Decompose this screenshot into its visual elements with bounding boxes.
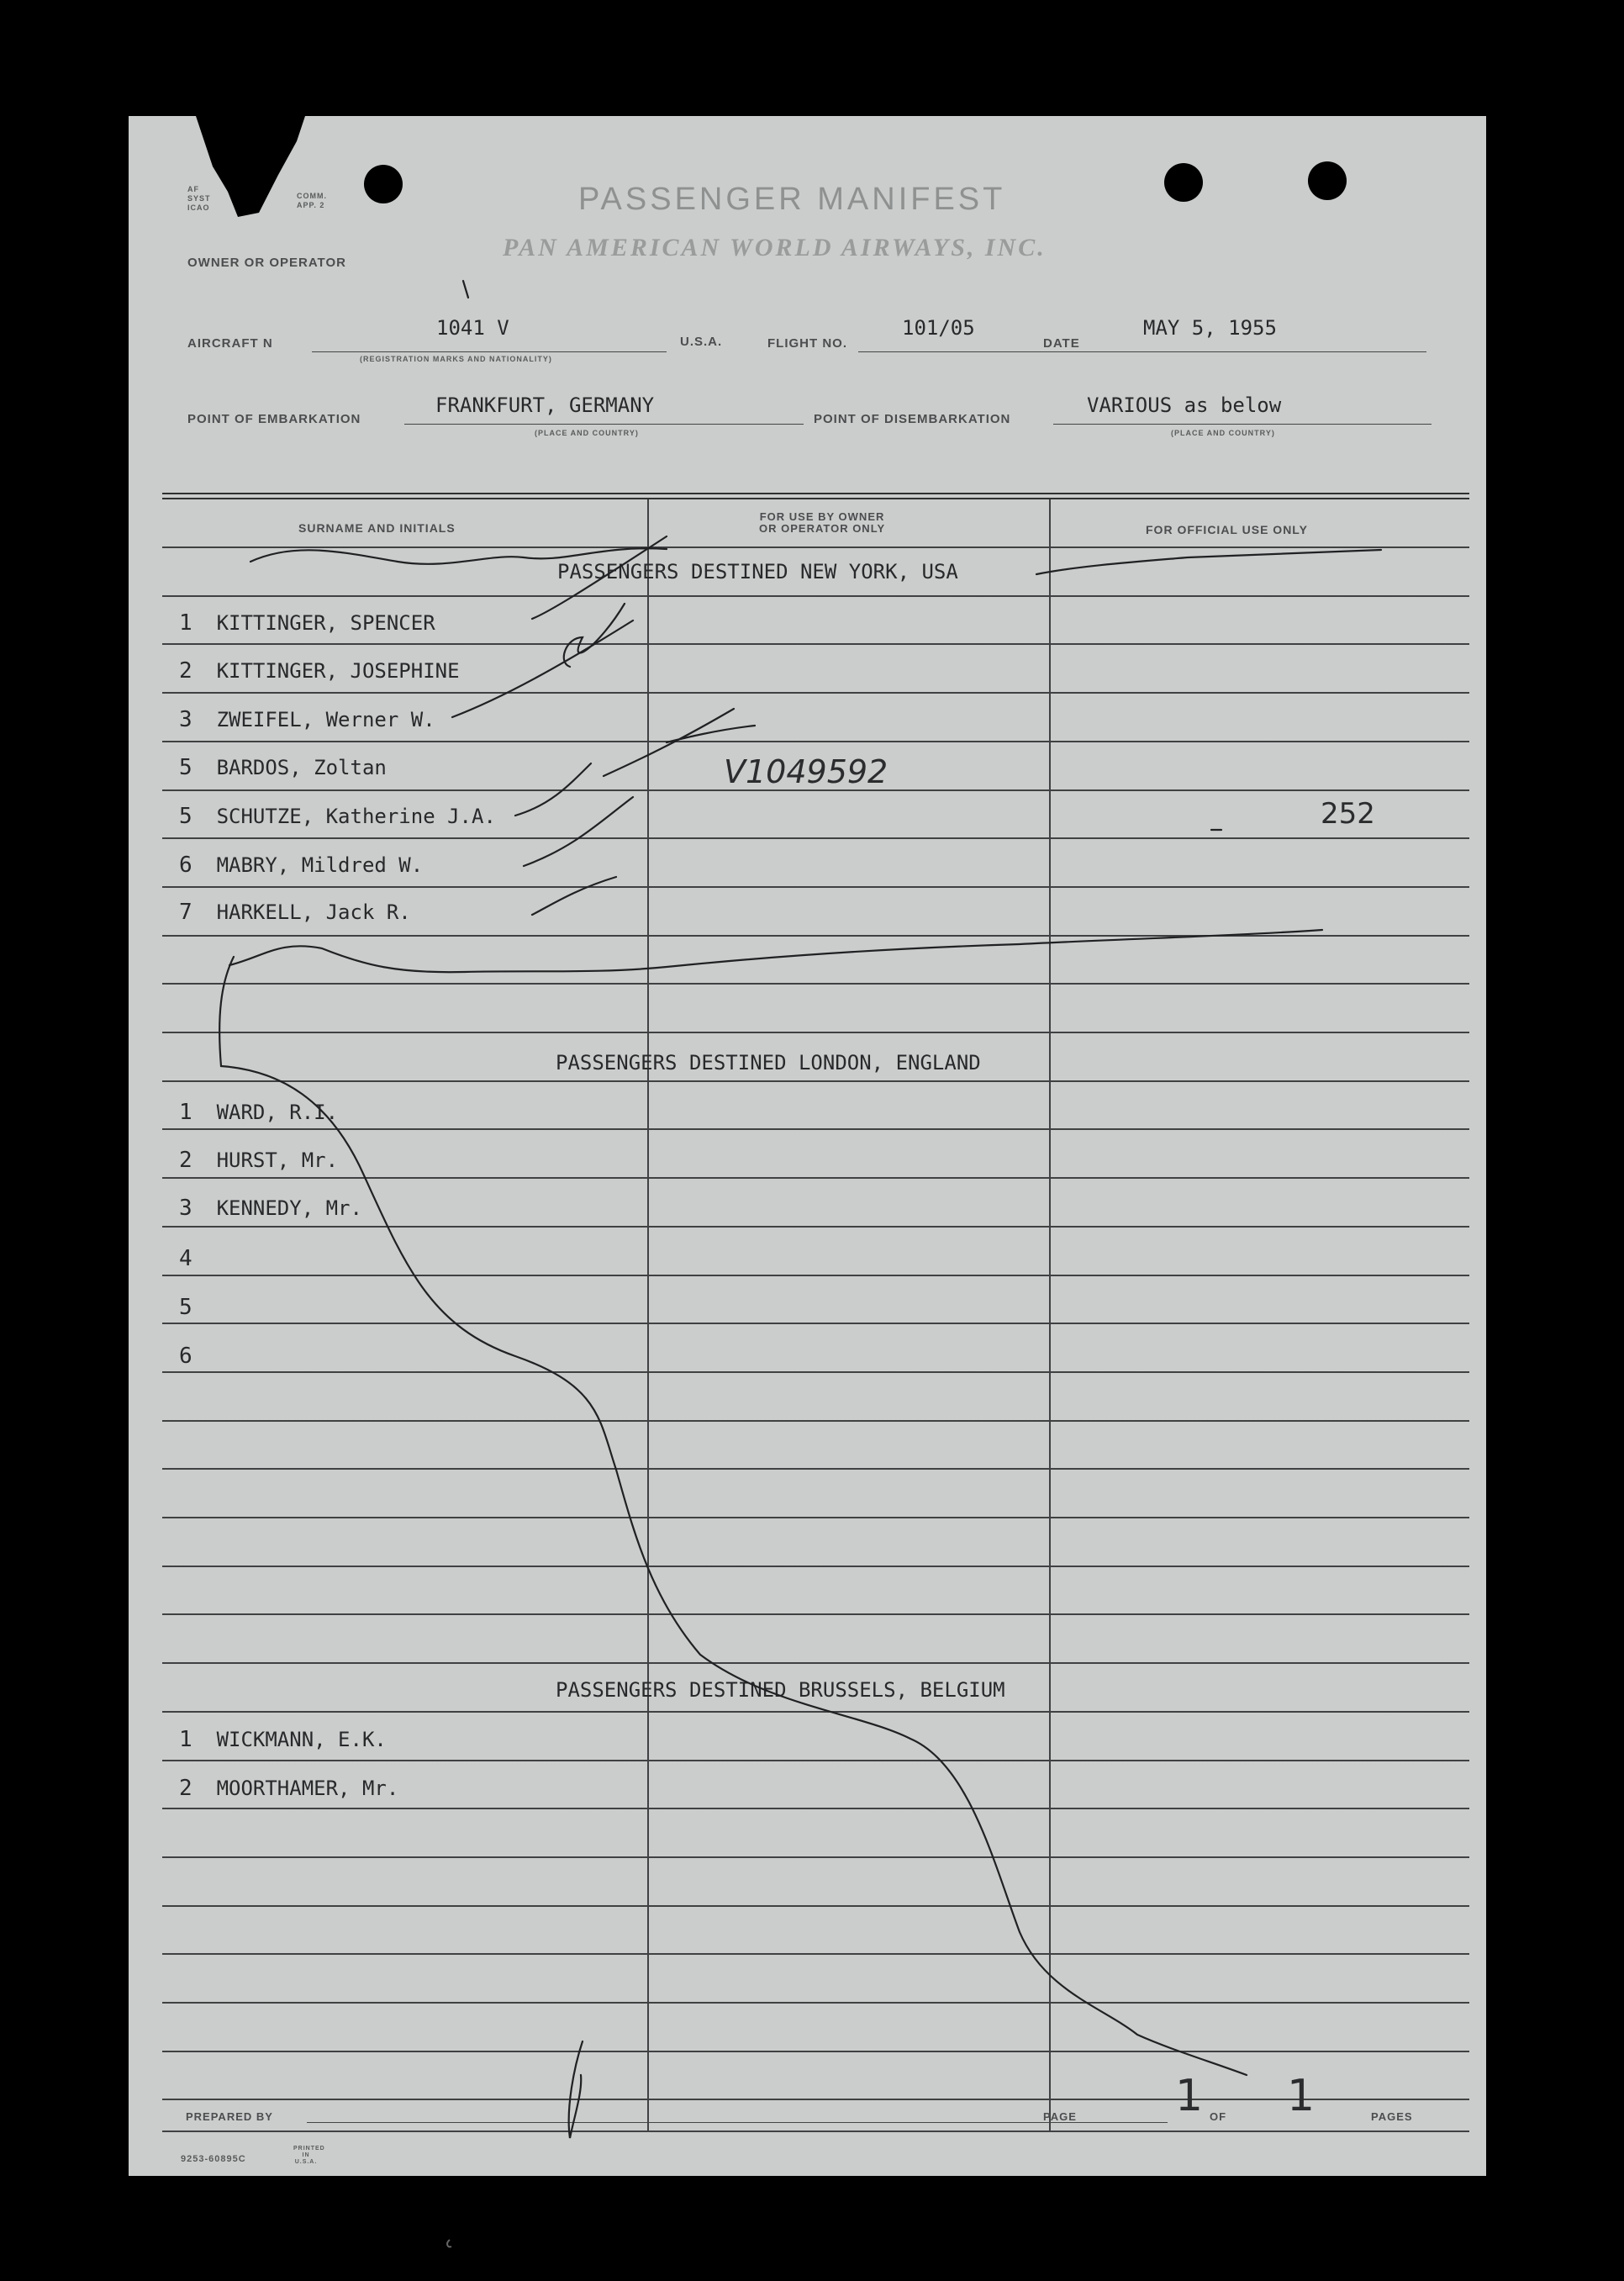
check-mark — [532, 877, 616, 915]
pen-diagonal-line — [219, 957, 1247, 2075]
list-item: 2 MOORTHAMER, Mr. — [179, 1776, 399, 1801]
page-title: PASSENGER MANIFEST — [578, 182, 1006, 217]
list-item: 3 KENNEDY, Mr. — [179, 1196, 362, 1221]
of-label: OF — [1210, 2110, 1227, 2123]
flight-label: FLIGHT NO. — [767, 336, 847, 351]
pen-strokes — [129, 116, 1486, 2176]
check-mark — [452, 620, 633, 717]
embark-label: POINT OF EMBARKATION — [187, 412, 361, 426]
page-label: PAGE — [1043, 2110, 1077, 2123]
prepared-by-label: PREPARED BY — [186, 2110, 273, 2123]
section-heading-brussels: PASSENGERS DESTINED BRUSSELS, BELGIUM — [556, 1678, 1005, 1702]
form-number: 9253-60895C — [181, 2154, 246, 2164]
list-item: 6 MABRY, Mildred W. — [179, 853, 424, 878]
stray-mark — [441, 2236, 458, 2253]
disembark-value: VARIOUS as below — [1087, 393, 1282, 417]
pen-long-line — [229, 930, 1322, 972]
pen-scribble-top — [250, 548, 667, 564]
col-header-owner: FOR USE BY OWNER OR OPERATOR ONLY — [759, 510, 886, 535]
of-value: 1 — [1287, 2071, 1316, 2121]
aircraft-label: AIRCRAFT N — [187, 336, 273, 351]
list-item: 6 — [179, 1344, 192, 1369]
list-item: 3 ZWEIFEL, Werner W. — [179, 707, 435, 732]
date-value: MAY 5, 1955 — [1143, 316, 1277, 340]
check-mark — [604, 709, 755, 776]
page-value: 1 — [1175, 2071, 1204, 2121]
stamp-block: AF SYST ICAO — [187, 185, 211, 212]
embark-value: FRANKFURT, GERMANY — [435, 393, 655, 417]
list-item: 1 WICKMANN, E.K. — [179, 1727, 387, 1752]
check-mark — [515, 763, 591, 816]
list-item: 2 KITTINGER, JOSEPHINE — [179, 658, 460, 684]
handwritten-visa-number: V1049592 — [724, 753, 888, 790]
col-header-surname: SURNAME AND INITIALS — [298, 521, 456, 535]
list-item: 1 WARD, R.I. — [179, 1100, 339, 1125]
flight-value: 101/05 — [902, 316, 975, 340]
printed-stamp: PRINTED IN U.S.A. — [293, 2146, 325, 2165]
check-mark — [532, 536, 667, 619]
handwritten-official-number: 252 — [1321, 797, 1375, 831]
disembark-caption: (PLACE AND COUNTRY) — [1171, 429, 1275, 437]
section-heading-newyork: PASSENGERS DESTINED NEW YORK, USA — [557, 560, 958, 583]
aircraft-value: 1041 V — [436, 316, 509, 340]
pages-label: PAGES — [1371, 2110, 1413, 2123]
manifest-sheet — [129, 116, 1486, 2176]
pen-scribble-top-right — [1036, 550, 1381, 574]
signature — [569, 2041, 583, 2138]
list-item: 5 BARDOS, Zoltan — [179, 755, 387, 780]
check-mark — [524, 797, 633, 866]
stamp-block-right: COMM. APP. 2 — [297, 192, 327, 209]
list-item: 7 HARKELL, Jack R. — [179, 900, 411, 925]
owner-label: OWNER OR OPERATOR — [187, 256, 346, 270]
usa-label: U.S.A. — [680, 335, 723, 349]
registration-caption: (REGISTRATION MARKS AND NATIONALITY) — [360, 355, 552, 363]
date-label: DATE — [1043, 336, 1080, 351]
embark-caption: (PLACE AND COUNTRY) — [535, 429, 639, 437]
list-item: 4 — [179, 1246, 192, 1271]
col-header-official: FOR OFFICIAL USE ONLY — [1146, 523, 1308, 536]
airline-name: PAN AMERICAN WORLD AIRWAYS, INC. — [503, 234, 1047, 261]
list-item: 1 KITTINGER, SPENCER — [179, 610, 435, 636]
list-item: 2 HURST, Mr. — [179, 1148, 339, 1173]
list-item: 5 — [179, 1295, 192, 1320]
list-item: 5 SCHUTZE, Katherine J.A. — [179, 804, 496, 829]
section-heading-london: PASSENGERS DESTINED LONDON, ENGLAND — [556, 1051, 981, 1074]
disembark-label: POINT OF DISEMBARKATION — [814, 412, 1011, 426]
